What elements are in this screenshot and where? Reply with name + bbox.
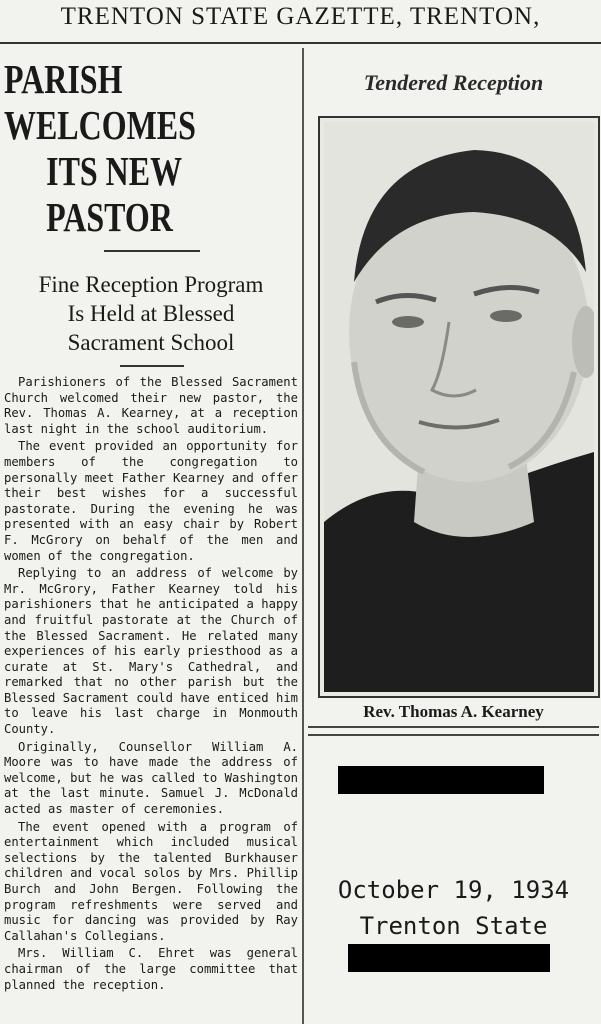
subhead-line-2: Is Held at Blessed [67, 301, 235, 326]
article-body [4, 375, 298, 993]
caption-rule-bottom [308, 734, 599, 736]
headline-line-2: ITS NEW PASTOR [46, 148, 182, 240]
photo-caption: Rev. Thomas A. Kearney [363, 702, 544, 721]
portrait-photo [318, 116, 600, 698]
article-paragraph: The event opened with a program of entertainment which included musical selections by the talented Burkhauser children and vocal solos by Mrs. Phillip Burch and John Bergen. Following the program refreshments were served and music for dancing was provided by Ray Callahan's Collegians. [4, 819, 298, 943]
portrait-image [324, 122, 594, 692]
headline [4, 56, 297, 240]
subhead-line-1: Fine Reception Program [38, 272, 264, 297]
subhead-rule [120, 365, 184, 367]
redaction-bar-bottom [348, 944, 550, 972]
column-divider [302, 48, 304, 1024]
subheadline [4, 270, 298, 357]
article-paragraph: The event provided an opportunity for members of the congregation to personally meet Father Kearney and offer their best wishes for a successful pastorate. During the evening he was presented with an easy chair by Robert F. McGrory on behalf of the men and women of the congregation. [4, 439, 298, 563]
masthead: TRENTON STATE GAZETTE, TRENTON, [0, 0, 601, 44]
caption-rule-top [308, 726, 599, 728]
headline-rule [104, 250, 200, 252]
photo-header: Tendered Reception [363, 70, 544, 95]
article-paragraph: Replying to an address of welcome by Mr. McGrory, Father Kearney told his parishioners that he anticipated a happy and fruitful pastorate at the Church of the Blessed Sacrament. He related many experiences of his early priesthood as a curate at St. Mary's Cathedral, and remarked that no other parish but the Blessed Sacrament could have enticed him to leave his last charge in Monmouth County. [4, 566, 298, 737]
note-line-1: October 19, 1934 [337, 876, 570, 904]
article-column [4, 56, 298, 1024]
photo-column [306, 48, 601, 1024]
headline-line-1: PARISH WELCOMES [4, 56, 196, 148]
note-line-2: Trenton State [359, 912, 548, 940]
article-paragraph: Originally, Counsellor William A. Moore was to have made the address of welcome, but he was called to Washington at the last minute. Samuel J. McDonald acted as master of ceremonies. [4, 739, 298, 817]
subhead-line-3: Sacrament School [67, 330, 235, 355]
article-paragraph: Mrs. William C. Ehret was general chairman of the large committee that planned the reception. [4, 946, 298, 992]
redaction-bar-top [338, 766, 544, 794]
article-paragraph: Parishioners of the Blessed Sacrament Church welcomed their new pastor, the Rev. Thomas A. Kearney, at a reception last night in the school auditorium. [4, 375, 298, 436]
